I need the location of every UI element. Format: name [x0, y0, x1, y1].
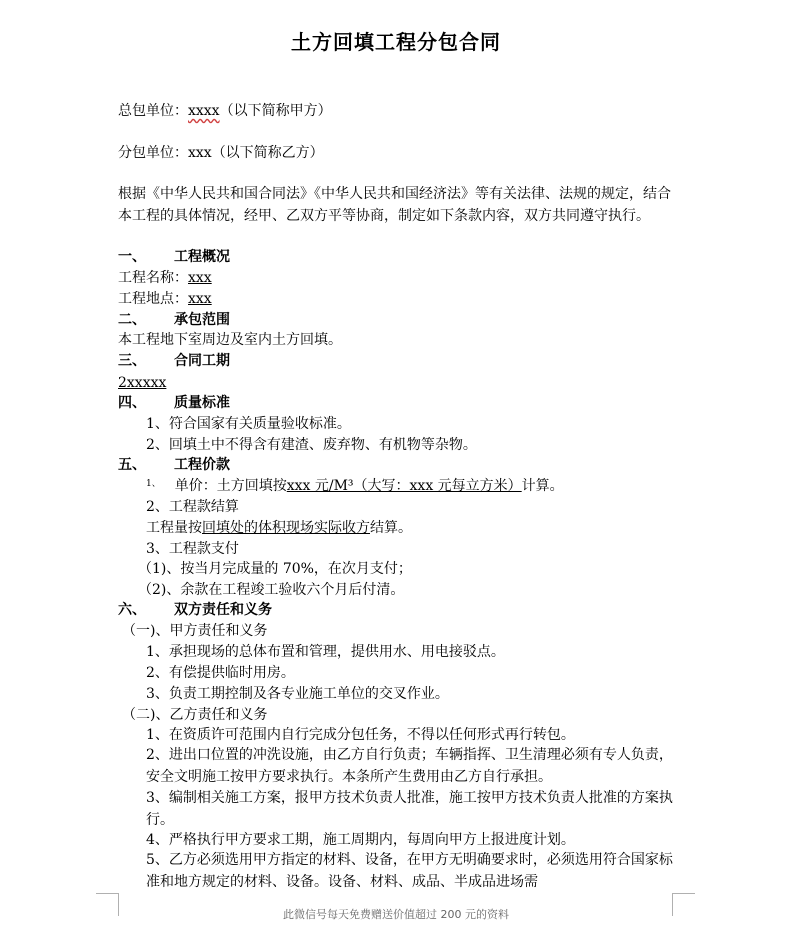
section-number: 一、	[118, 249, 146, 265]
contractor-line	[118, 101, 332, 121]
footer-note: 此微信号每天免费赠送价值超过 200 元的资料	[283, 908, 509, 921]
contractor-value: xxxx	[188, 103, 220, 119]
section-heading-4	[118, 393, 230, 413]
quality-item-2: 2、回填土中不得含有建渣、废弃物、有机物等杂物。	[146, 437, 477, 453]
party-a-item-1: 1、承担现场的总体布置和管理，提供用水、用电接驳点。	[146, 644, 505, 660]
price-item-3: 3、工程款支付	[146, 541, 239, 557]
contractor-label: 总包单位：	[118, 103, 188, 119]
section-title: 质量标准	[174, 395, 230, 411]
project-name-value: xxx	[188, 270, 212, 286]
section-heading-5	[118, 455, 230, 475]
payment-item-2: （2)、余款在工程竣工验收六个月后付清。	[138, 582, 405, 598]
section-heading-2	[118, 310, 230, 330]
duration-value: 2xxxxx	[118, 375, 167, 391]
section-heading-6	[118, 600, 272, 620]
price-item-1	[146, 476, 564, 496]
subcontractor-value: xxx	[188, 145, 212, 161]
project-name-line	[118, 268, 212, 288]
subcontractor-note: （以下简称乙方）	[211, 145, 324, 161]
section-title: 工程概况	[174, 249, 230, 265]
settlement-text-b: 回填处的体积现场实际收方	[202, 520, 370, 536]
price-item-2: 2、工程款结算	[146, 499, 239, 515]
subcontractor-label: 分包单位：	[118, 145, 188, 161]
party-b-item-5: 5、乙方必须选用甲方指定的材料、设备，在甲方无明确要求时，必须选用符合国家标准和地方规定的材料、设备。设备、材料、成品、半成品进场需	[146, 852, 673, 890]
subcontractor-line	[118, 143, 324, 163]
party-b-item-1: 1、在资质许可范围内自行完成分包任务，不得以任何形式再行转包。	[146, 727, 575, 743]
section-title: 工程价款	[174, 457, 230, 473]
price-suffix: 计算。	[521, 478, 564, 494]
section-title: 承包范围	[174, 312, 230, 328]
project-site-value: xxx	[188, 291, 212, 307]
contractor-note: （以下简称甲方）	[219, 103, 332, 119]
party-b-heading: （二)、乙方责任和义务	[122, 707, 268, 723]
party-a-heading: （一)、甲方责任和义务	[122, 623, 268, 639]
project-site-label: 工程地点：	[118, 291, 188, 307]
section-number: 五、	[118, 457, 146, 473]
section-number: 三、	[118, 353, 146, 369]
section-number: 四、	[118, 395, 146, 411]
payment-item-1: （1)、按当月完成量的 70%，在次月支付；	[138, 561, 412, 577]
list-number: 1、	[146, 479, 161, 489]
party-a-item-3: 3、负责工期控制及各专业施工单位的交叉作业。	[146, 686, 449, 702]
party-b-item-3: 3、编制相关施工方案，报甲方技术负责人批准，施工按甲方技术负责人批准的方案执行。	[146, 790, 673, 828]
section-heading-1	[118, 247, 230, 267]
project-site-line	[118, 289, 212, 309]
quality-item-1: 1、符合国家有关质量验收标准。	[146, 416, 351, 432]
document-title: 土方回填工程分包合同	[291, 30, 501, 54]
section-heading-3	[118, 351, 230, 371]
settlement-text	[146, 518, 412, 538]
section-title: 双方责任和义务	[174, 602, 272, 618]
section-number: 六、	[118, 602, 146, 618]
section-title: 合同工期	[174, 353, 230, 369]
settlement-text-a: 工程量按	[146, 520, 202, 536]
section-number: 二、	[118, 312, 146, 328]
price-prefix: 单价：土方回填按	[174, 478, 287, 494]
settlement-text-c: 结算。	[370, 520, 412, 536]
party-a-item-2: 2、有偿提供临时用房。	[146, 665, 295, 681]
unit-price: xxx 元/M³（大写：xxx 元每立方米）	[286, 478, 522, 494]
project-name-label: 工程名称：	[118, 270, 188, 286]
party-b-item-4: 4、严格执行甲方要求工期，施工周期内，每周向甲方上报进度计划。	[146, 832, 575, 848]
scope-text: 本工程地下室周边及室内土方回填。	[118, 332, 342, 348]
party-b-item-2: 2、进出口位置的冲洗设施，由乙方自行负责；车辆指挥、卫生清理必须有专人负责，安全文明施工按甲方要求执行。本条所产生费用由乙方自行承担。	[146, 747, 673, 785]
preamble-paragraph: 根据《中华人民共和国合同法》《中华人民共和国经济法》等有关法律、法规的规定，结合本工程的具体情况，经甲、乙双方平等协商，制定如下条款内容，双方共同遵守执行。	[118, 186, 671, 224]
